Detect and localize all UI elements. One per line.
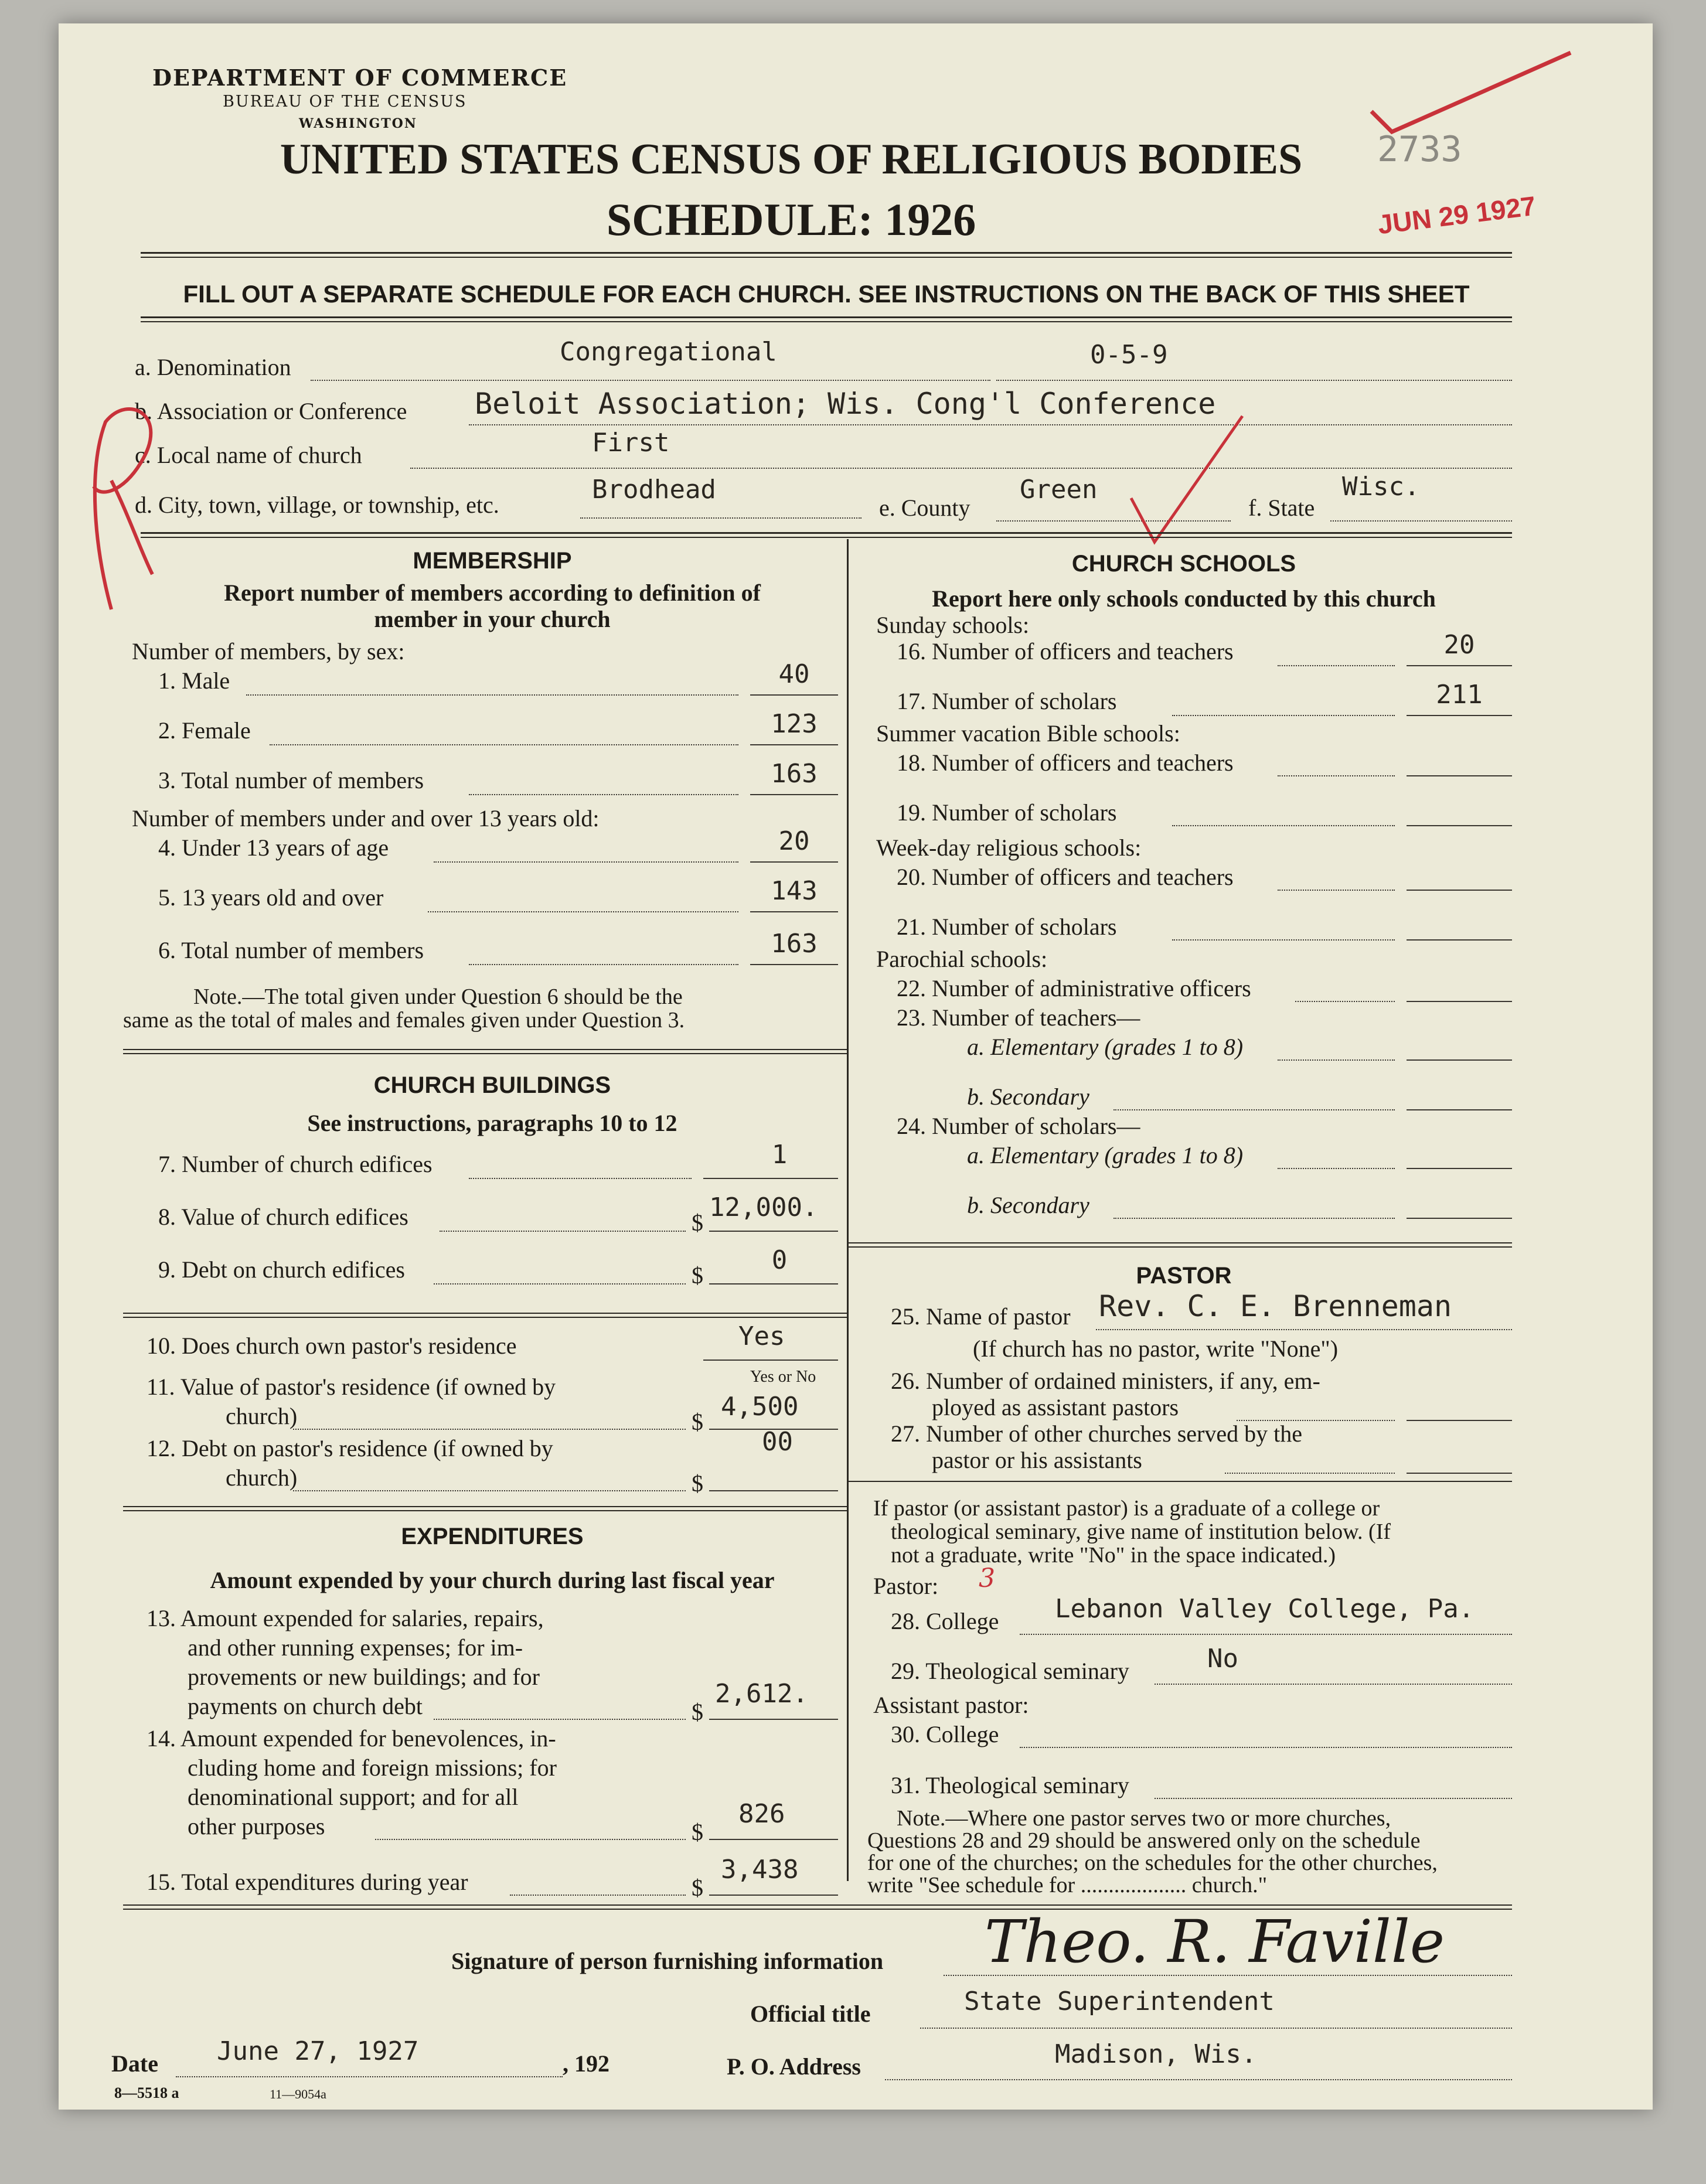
owns-residence-value[interactable]: Yes xyxy=(738,1321,785,1351)
total-members-2-value[interactable]: 163 xyxy=(771,929,818,959)
membership-heading: MEMBERSHIP xyxy=(413,548,572,574)
sunday-teachers-value[interactable]: 20 xyxy=(1443,630,1475,660)
pastor-name-value[interactable]: Rev. C. E. Brenneman xyxy=(1099,1289,1452,1323)
total-members-value[interactable]: 163 xyxy=(771,759,818,789)
state-value[interactable]: Wisc. xyxy=(1342,472,1420,502)
local-name-label: c. Local name of church xyxy=(135,442,362,468)
denomination-field-line xyxy=(311,380,990,381)
local-name-value[interactable]: First xyxy=(592,428,670,458)
residence-value[interactable]: 4,500 xyxy=(721,1392,799,1422)
official-title-value[interactable]: State Superintendent xyxy=(964,1987,1275,2016)
college-value[interactable]: Lebanon Valley College, Pa. xyxy=(1055,1594,1475,1624)
city-field-label: d. City, town, village, or township, etc. xyxy=(135,492,499,518)
red-check-mark xyxy=(1366,41,1576,141)
dept-label: DEPARTMENT OF COMMERCE xyxy=(152,64,568,91)
benevolences-value[interactable]: 826 xyxy=(738,1799,785,1829)
signature[interactable]: Theo. R. Faville xyxy=(985,1907,1445,1976)
residence-debt-value[interactable]: 00 xyxy=(762,1427,793,1457)
denomination-label: a. Denomination xyxy=(135,354,291,380)
red-tick-icon xyxy=(1125,410,1254,551)
association-label: b. Association or Conference xyxy=(135,398,407,424)
seminary-value[interactable]: No xyxy=(1207,1644,1238,1674)
female-members-value[interactable]: 123 xyxy=(771,709,818,739)
county-value[interactable]: Green xyxy=(1020,475,1098,505)
running-expenses-value[interactable]: 2,612. xyxy=(715,1679,808,1709)
census-schedule-page: DEPARTMENT OF COMMERCE BUREAU OF THE CENSUS WASHINGTON UNITED STATES CENSUS OF RELIGIOUS BODIES SCHEDULE: 1926 2733 JUN 29 1927 FILL OUT A SEPARATE SCHEDULE FOR EACH CHURCH. SEE INSTRUCTIONS ON THE BACK OF THIS SHEET a. Denomination Congregational 0-5-9 b. Association or Conference Beloit Association; Wis. Cong'l Conference c. Local name of church First d. City, town, village, or township, etc. Brodhead e. County Green f. State Wisc. MEMBERSHIP Report number of members according to definition of member in your church Number of members, by sex: 1. Male 40 2. Female 123 3. Total number of members 163 Number of members under and over 13 years old: 4. Under 13 years of age 20 5. 13 years old and over 143 6. Total number of members 163 Note.—The total given under Question 6 should be the same as the total of males and females given under Question 3. CHURCH BUILDINGS See instructions, paragraphs 10 to 12 7. Number of church edifices 1 8. Value of church edifices $ 12,000. 9. Debt on church edifices $ 0 10. Does church own pastor's residence Yes Yes or No 11. Value of pastor's residence (if owned by church) $ 4,500 12. Debt on pastor's residence (if owned by church) $ 00 EXPENDITURES Amount expended by your church during last fiscal year 13. Amount expended for salaries, repairs, and other running expenses; for im- provements or new buildings; and for payments on church debt $ 2,612. 14. Amount expended for benevolences, in- cluding home and foreign missions; for denominational support; and for all other purposes $ 826 15. Total expenditures during year $ 3,438 CHURCH SCHOOLS Report here only schools conducted by this church Sunday schools: 16. Number of officers and teachers 20 17. Number of scholars 211 Summer vacation Bible schools: 18. Number of officers and teachers 19. Number of scholars Week-day religious schools: 20. Number of officers and teachers 21. Number of scholars Parochial schools: 22. Number of administrative officers 23. Number of teachers— a. Elementary (grades 1 to 8) b. Secondary 24. Number of scholars— a. Elementary (grades 1 to 8) b. Secondary PASTOR 25. Name of pastor Rev. C. E. Brenneman (If church has no pastor, write "None") 26. Number of ordained ministers, if any, em- ployed as assistant pastors 27. Number of other churches served by the pastor or his assistants If pastor (or assistant pastor) is a graduate of a college or theological seminary, give name of institution below. (If not a graduate, write "No" in the space indicated.) Pastor: 3 28. College Lebanon Valley College, Pa. 29. Theological seminary No Assistant pastor: 30. College 31. Theological seminary Note.—Where one pastor serves two or more churches, Questions 28 and 29 should be answered only on the schedule for one of the churches; on the schedules for the other churches, write "See schedule for ................... church." Signature of person furnishing information Theo. R. Faville Official title State Superintendent Date June 27, 1927 , 192 P. O. Address Madison, Wis. 8—5518 a 11—9054a xyxy=(59,23,1653,2110)
edifices-debt-value[interactable]: 0 xyxy=(771,1245,788,1275)
received-stamp: JUN 29 1927 xyxy=(1375,190,1538,240)
po-address-value[interactable]: Madison, Wis. xyxy=(1055,2039,1257,2069)
male-members-value[interactable]: 40 xyxy=(778,659,810,689)
schools-heading: CHURCH SCHOOLS xyxy=(1071,551,1296,577)
sunday-scholars-value[interactable]: 211 xyxy=(1436,680,1483,710)
expenditures-heading: EXPENDITURES xyxy=(401,1524,584,1549)
date-value[interactable]: June 27, 1927 xyxy=(217,2036,419,2066)
state-label: f. State xyxy=(1248,495,1315,521)
denomination-value[interactable]: Congregational xyxy=(560,337,777,367)
file-number: 2733 xyxy=(1377,129,1462,170)
edifices-count-value[interactable]: 1 xyxy=(771,1140,788,1170)
red-number-annotation: 3 xyxy=(979,1563,995,1593)
instruction-banner: FILL OUT A SEPARATE SCHEDULE FOR EACH CHURCH. SEE INSTRUCTIONS ON THE BACK OF THIS SHEET xyxy=(183,280,1470,308)
bureau-label: BUREAU OF THE CENSUS xyxy=(223,93,467,111)
total-expenditures-value[interactable]: 3,438 xyxy=(721,1855,799,1885)
association-value[interactable]: Beloit Association; Wis. Cong'l Conference xyxy=(475,387,1216,421)
form-title: UNITED STATES CENSUS OF RELIGIOUS BODIES xyxy=(280,135,1303,183)
city-label: WASHINGTON xyxy=(299,116,417,131)
denomination-code[interactable]: 0-5-9 xyxy=(1090,340,1168,370)
edifices-value[interactable]: 12,000. xyxy=(709,1192,818,1222)
buildings-heading: CHURCH BUILDINGS xyxy=(373,1072,611,1098)
schedule-title: SCHEDULE: 1926 xyxy=(606,194,976,245)
over-13-value[interactable]: 143 xyxy=(771,876,818,906)
pastor-heading: PASTOR xyxy=(1136,1263,1232,1289)
county-label: e. County xyxy=(879,495,971,521)
city-value[interactable]: Brodhead xyxy=(592,475,716,505)
under-13-value[interactable]: 20 xyxy=(778,826,810,856)
